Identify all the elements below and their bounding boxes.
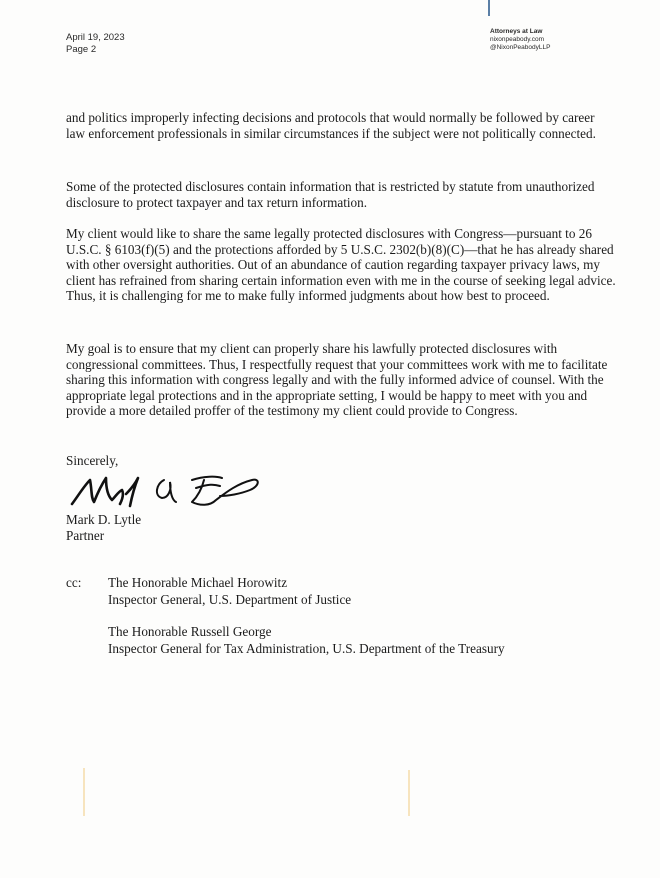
body-paragraph-2 — [66, 179, 616, 225]
cc-recipient-title: Inspector General for Tax Administration, U.S. Department of the Treasury — [108, 640, 505, 656]
signer-title: Partner — [66, 527, 105, 543]
closing-salutation: Sincerely, — [66, 453, 119, 468]
page-number: Page 2 — [66, 44, 97, 55]
paragraph-text: and politics improperly infecting decisions and protocols that would normally be followed by career law enforcement professionals in similar circumstances if the subject were not politically connected. — [66, 110, 596, 141]
cc-recipient-1 — [108, 575, 351, 608]
cc-recipient-title: Inspector General, U.S. Department of Justice — [108, 591, 352, 607]
signer-block — [66, 512, 141, 543]
cc-label: cc: — [66, 575, 82, 590]
letter-date: April 19, 2023 — [66, 32, 125, 43]
cc-recipient-2 — [108, 624, 505, 657]
letter-header-left — [66, 32, 125, 56]
firm-social-handle: @NixonPeabodyLLP — [490, 44, 551, 51]
firm-label: Attorneys at Law — [490, 28, 543, 35]
body-paragraph-1 — [66, 110, 616, 156]
header-accent-bar — [488, 0, 490, 16]
paragraph-text: My client would like to share the same legally protected disclosures with Congress—pursuant to 26 U.S.C. § 6103(f)(5) and the protections afforded by 5 U.S.C. 2302(b)(8)(C)—that he has already shared with other oversight authorities. Out of an abundance of caution regarding taxpayer privacy laws, my client has refrained from sharing certain information even with me in the course of seeking legal advice. Thus, it is challenging for me to make fully informed judgments about how best to proceed. — [66, 226, 616, 304]
cc-recipient-name: The Honorable Michael Horowitz — [108, 575, 288, 590]
scan-artifact-mark — [408, 770, 410, 816]
scan-artifact-mark — [83, 768, 85, 816]
firm-contact-block — [490, 28, 550, 52]
paragraph-text: Some of the protected disclosures contain information that is restricted by statute from unauthorized disclosure to protect taxpayer and tax return information. — [66, 179, 595, 210]
cc-recipient-name: The Honorable Russell George — [108, 624, 272, 639]
body-paragraph-3 — [66, 226, 616, 319]
handwritten-signature — [64, 466, 264, 514]
paragraph-text: My goal is to ensure that my client can properly share his lawfully protected disclosures with congressional committees. Thus, I respectfully request that your committees work with me to facilitate sharing this information with congress legally and with the fully informed advice of counsel. With the appropriate legal protections and in the appropriate setting, I would be happy to meet with you and provide a more detailed proffer of the testimony my client could provide to Congress. — [66, 341, 608, 419]
firm-website: nixonpeabody.com — [490, 36, 545, 43]
body-paragraph-4 — [66, 341, 616, 434]
signer-name: Mark D. Lytle — [66, 512, 142, 527]
